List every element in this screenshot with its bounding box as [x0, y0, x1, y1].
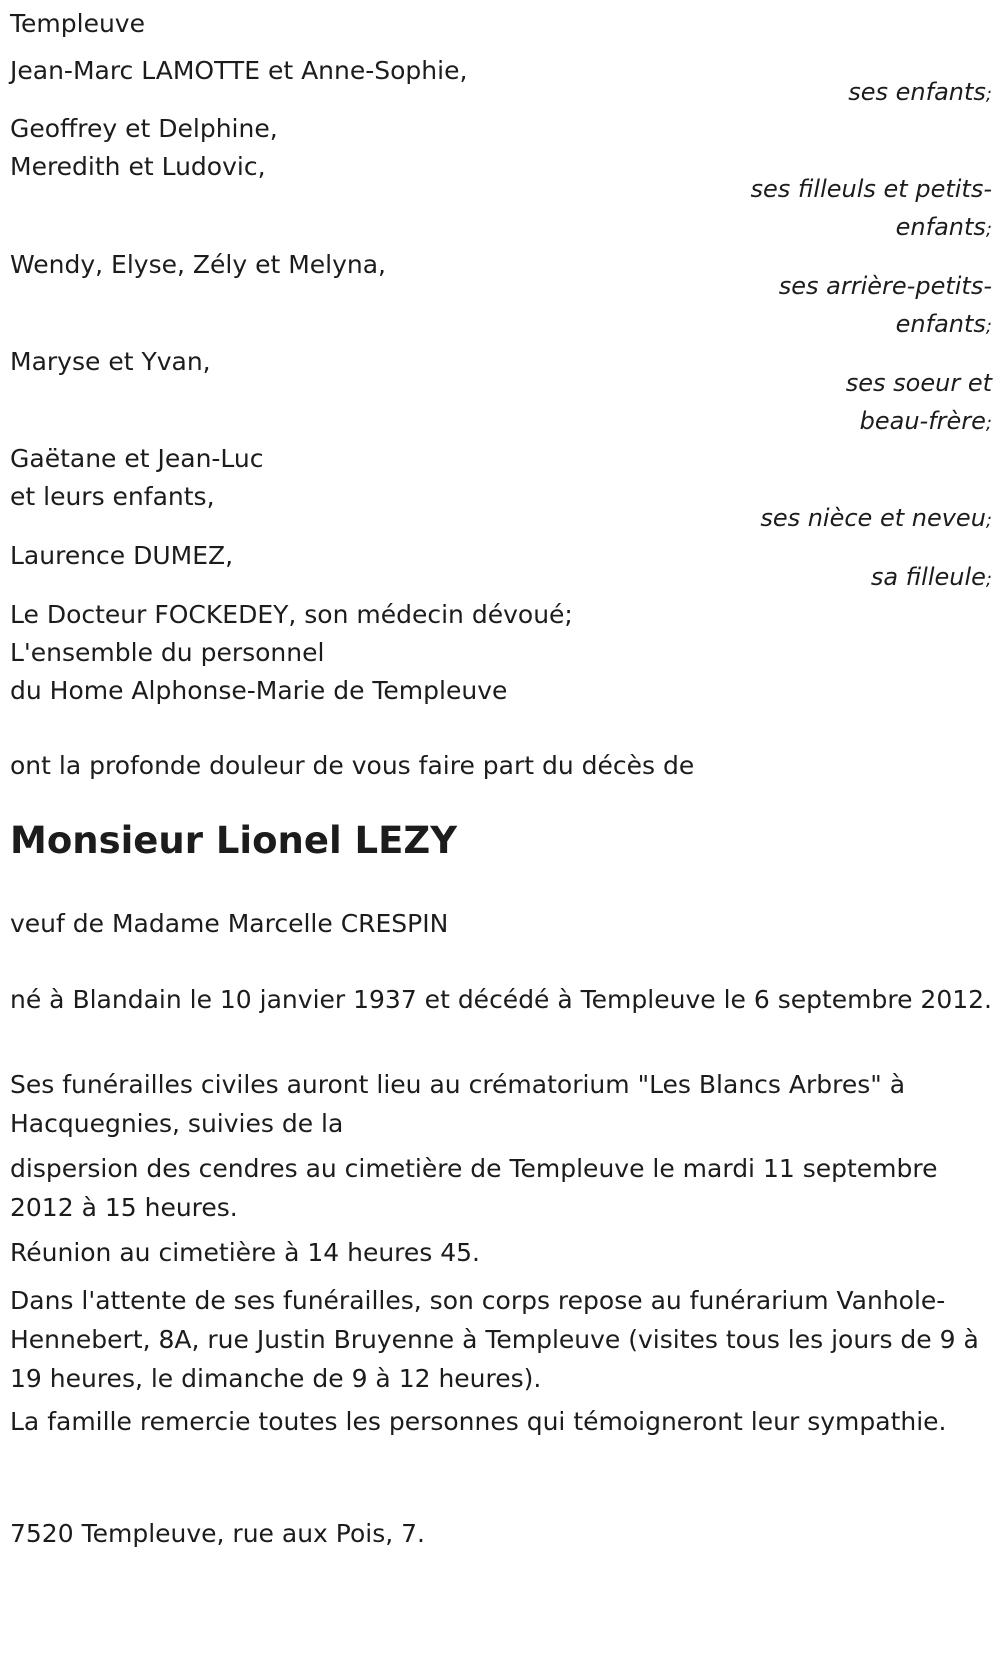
- relation-separator: ;: [985, 219, 992, 240]
- meeting-paragraph: Réunion au cimetière à 14 heures 45.: [10, 1238, 481, 1267]
- family-relation-line: ses arrière-petits-: [778, 272, 992, 300]
- family-relation: [848, 73, 992, 114]
- widower-text: veuf de Madame Marcelle CRESPIN: [10, 909, 449, 938]
- others-line: du Home Alphonse-Marie de Templeuve: [10, 676, 508, 705]
- family-names-line: Meredith et Ludovic,: [10, 152, 266, 181]
- family-relation-text: enfants: [895, 310, 986, 338]
- relation-separator: ;: [985, 510, 992, 531]
- family-relation-text: enfants: [895, 213, 986, 241]
- family-relation: [760, 499, 992, 540]
- family-names-line: et leurs enfants,: [10, 482, 215, 511]
- funeral-paragraph: Ses funérailles civiles auront lieu au crématorium "Les Blancs Arbres" à Hacquegnies, suivies de la: [10, 1070, 906, 1138]
- family-relation-text: ses nièce et neveu: [760, 504, 986, 532]
- funerarium-paragraph: Dans l'attente de ses funérailles, son corps repose au funérarium Vanhole-Hennebert, 8A, rue Justin Bruyenne à Templeuve (visites tous les jours de 9 à 19 heures, le dimanche de 9 à 12 heures).: [10, 1286, 979, 1393]
- family-names-line: Geoffrey et Delphine,: [10, 114, 278, 143]
- family-names-line: Jean-Marc LAMOTTE et Anne-Sophie,: [10, 56, 468, 85]
- family-relation-text: beau-frère: [859, 407, 986, 435]
- family-relation-line: ses soeur et: [845, 369, 992, 397]
- family-names-line: Gaëtane et Jean-Luc: [10, 444, 264, 473]
- family-names-line: Laurence DUMEZ,: [10, 541, 234, 570]
- others-line: L'ensemble du personnel: [10, 638, 325, 667]
- relation-separator: ;: [985, 316, 992, 337]
- family-relation: [896, 305, 992, 346]
- announcement-text: ont la profonde douleur de vous faire part du décès de: [10, 751, 695, 780]
- address-text: 7520 Templeuve, rue aux Pois, 7.: [10, 1519, 425, 1548]
- family-relation: [860, 402, 992, 443]
- relation-separator: ;: [985, 569, 992, 590]
- birth-death-paragraph: né à Blandain le 10 janvier 1937 et décédé à Templeuve le 6 septembre 2012.: [10, 985, 993, 1014]
- family-relation-text: ses enfants: [848, 78, 986, 106]
- deceased-name: Monsieur Lionel LEZY: [10, 819, 457, 862]
- family-relation-line: ses filleuls et petits-: [750, 175, 992, 203]
- relation-separator: ;: [985, 84, 992, 105]
- others-line: Le Docteur FOCKEDEY, son médecin dévoué;: [10, 600, 573, 629]
- family-relation: [896, 208, 992, 249]
- family-relation: [871, 558, 992, 599]
- family-names-line: Maryse et Yvan,: [10, 347, 211, 376]
- family-names-line: Wendy, Elyse, Zély et Melyna,: [10, 250, 387, 279]
- location-heading: Templeuve: [10, 9, 145, 38]
- thanks-paragraph: La famille remercie toutes les personnes qui témoigneront leur sympathie.: [10, 1407, 947, 1436]
- dispersion-paragraph: dispersion des cendres au cimetière de Templeuve le mardi 11 septembre 2012 à 15 heures.: [10, 1154, 938, 1222]
- family-relation-text: sa filleule: [870, 563, 986, 591]
- relation-separator: ;: [985, 413, 992, 434]
